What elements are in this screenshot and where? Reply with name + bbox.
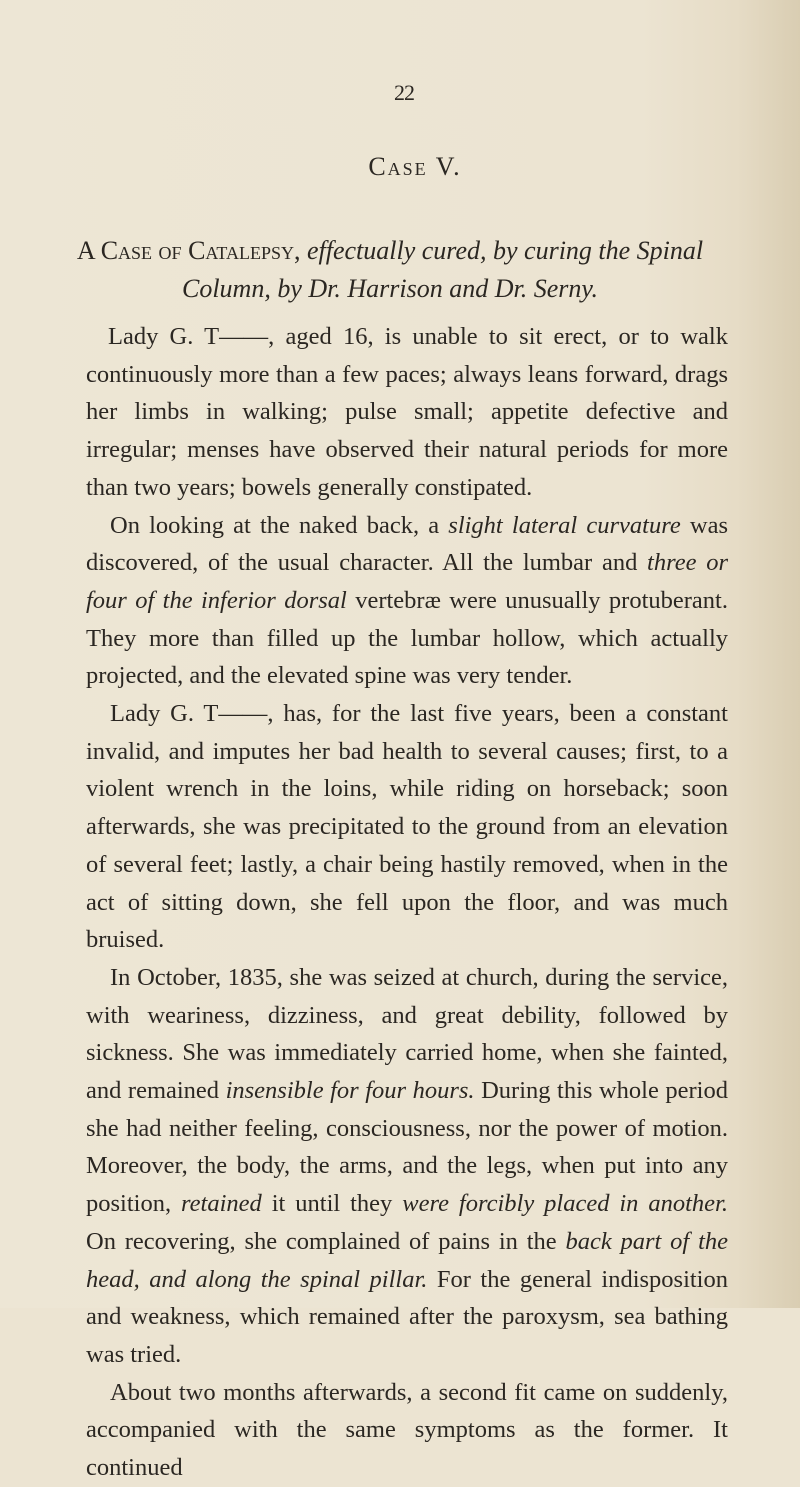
body-text <box>86 318 728 1487</box>
paragraph-4-italic-4: back part of the head, and along the spinal pillar. <box>86 1227 728 1293</box>
paragraph-2 <box>86 507 728 696</box>
subtitle-case-of: Case of <box>100 236 182 265</box>
subtitle-italic-line-2: Column, by Dr. Harrison and Dr. Serny. <box>181 274 599 303</box>
subtitle-catalepsy: Catalepsy <box>188 236 294 265</box>
paragraph-4-text-b: During this whole period she had neither feeling, consciousness, nor the power of motion. Moreover, the body, the arms, and the legs, when put into any position, <box>86 1077 728 1218</box>
case-subtitle <box>60 232 720 308</box>
paragraph-2-text-a: On looking at the naked back, a <box>110 511 449 539</box>
paragraph-4-text-d: On recovering, she complained of pains in the <box>86 1227 566 1255</box>
paragraph-5: About two months afterwards, a second fit came on suddenly, accompanied with the same symptoms as the former. It continued <box>86 1378 728 1482</box>
paragraph-4-text-e: For the general indisposition and weakness, which remained after the paroxysm, sea bathing was tried. <box>86 1265 728 1368</box>
paragraph-1: Lady G. T——, aged 16, is unable to sit erect, or to walk continuously more than a few paces; always leans forward, drags her limbs in walking; pulse small; appetite defective and irregular; menses have observed their natural periods for more than two years; bowels generally constipated. <box>86 323 728 501</box>
paragraph-3: Lady G. T——, has, for the last five years, been a constant invalid, and imputes her bad health to several causes; first, to a violent wrench in the loins, while riding on horseback; soon afterwards, she was precipitated to the ground from an elevation of several feet; lastly, a chair being hastily removed, when in the act of sitting down, she fell upon the floor, and was much bruised. <box>86 700 728 954</box>
paragraph-4-text-c: it until they <box>261 1190 403 1218</box>
paragraph-2-text-c: vertebræ were unusually protuberant. They more than filled up the lumbar hollow, which actually projected, and the elevated spine was very tender. <box>86 586 728 690</box>
subtitle-article: A <box>76 236 101 265</box>
case-heading-rest: ase <box>387 152 428 181</box>
page-number: 22 <box>394 80 414 105</box>
paragraph-2-text-b: was discovered, of the usual character. All the lumbar and <box>86 511 728 577</box>
subtitle-comma: , <box>293 236 307 265</box>
paragraph-4-italic-2: retained <box>181 1190 262 1218</box>
paragraph-4-italic-1: insensible for four hours. <box>225 1077 475 1105</box>
subtitle-italic-line-1: effectually cured, by curing the Spinal <box>306 236 704 265</box>
case-heading-initial: C <box>368 152 388 181</box>
case-heading <box>0 152 800 182</box>
paragraph-4 <box>86 959 728 1374</box>
case-number: V. <box>435 152 462 181</box>
paragraph-2-italic-2: three or four of the inferior dorsal <box>86 549 728 614</box>
paragraph-4-italic-3: were forcibly placed in another. <box>402 1190 728 1218</box>
paragraph-2-italic-1: slight lateral curvature <box>448 511 681 539</box>
paragraph-4-text-a: In October, 1835, she was seized at church, during the service, with weariness, dizziness, and great debility, followed by sickness. She was immediately carried home, when she fainted, and remained <box>86 963 728 1105</box>
